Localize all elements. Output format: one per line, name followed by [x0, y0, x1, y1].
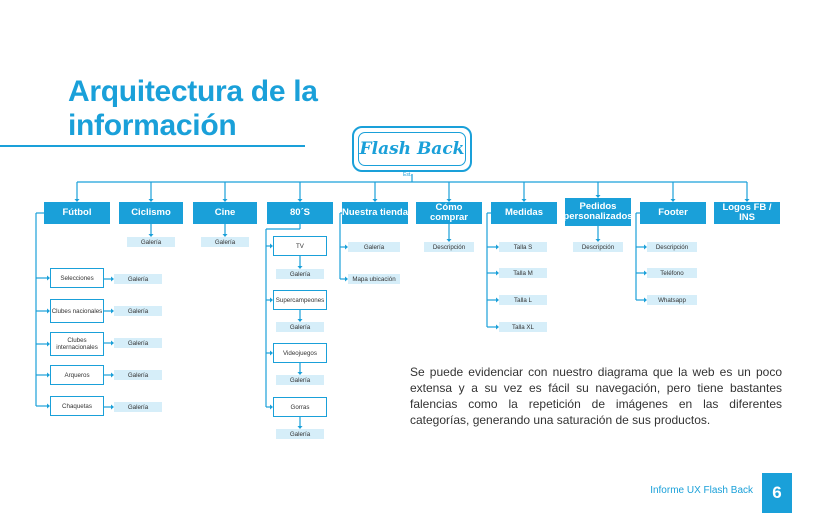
leaf-galeria-selecciones: Galería: [114, 274, 162, 284]
page-number: 6: [762, 473, 792, 513]
title-underline: [0, 145, 305, 147]
sub-supercampeones: Supercampeones: [273, 290, 327, 310]
footer-label: Informe UX Flash Back: [650, 485, 753, 496]
page-title: Arquitectura de la información: [68, 75, 318, 142]
category-logos-fb-ins: Logos FB / INS: [714, 202, 780, 224]
leaf-talla-m: Talla M: [499, 268, 547, 278]
category-ciclismo: Ciclismo: [119, 202, 183, 224]
leaf-galeria-arqueros: Galería: [114, 370, 162, 380]
leaf-descripcion-comprar: Descripción: [424, 242, 474, 252]
leaf-galeria-supercampeones: Galería: [276, 322, 324, 332]
logo-subtext: Est.: [403, 172, 412, 178]
leaf-galeria-chaquetas: Galería: [114, 402, 162, 412]
leaf-descripcion-pedidos: Descripción: [573, 242, 623, 252]
leaf-galeria-tv: Galería: [276, 269, 324, 279]
sub-gorras: Gorras: [273, 397, 327, 417]
sub-clubes-nacionales: Clubes nacionales: [50, 299, 104, 323]
leaf-whatsapp: Whatsapp: [647, 295, 697, 305]
leaf-galeria-cine: Galería: [201, 237, 249, 247]
leaf-descripcion-footer: Descripción: [647, 242, 697, 252]
sub-chaquetas: Chaquetas: [50, 396, 104, 416]
category-medidas: Medidas: [491, 202, 557, 224]
category-futbol: Fútbol: [44, 202, 110, 224]
leaf-galeria-clubes-nacionales: Galería: [114, 306, 162, 316]
category-cine: Cine: [193, 202, 257, 224]
leaf-talla-l: Talla L: [499, 295, 547, 305]
sub-selecciones: Selecciones: [50, 268, 104, 288]
leaf-telefono: Teléfono: [647, 268, 697, 278]
category-como-comprar: Cómo comprar: [416, 202, 482, 224]
flash-back-logo: [352, 126, 472, 172]
leaf-mapa-ubicacion: Mapa ubicación: [348, 274, 400, 284]
sub-arqueros: Arqueros: [50, 365, 104, 385]
category-footer: Footer: [640, 202, 706, 224]
category-80s: 80´S: [267, 202, 333, 224]
sub-tv: TV: [273, 236, 327, 256]
category-nuestra-tienda: Nuestra tienda: [342, 202, 408, 224]
category-pedidos-personalizados: Pedidos personalizados: [565, 198, 631, 226]
sub-clubes-internacionales: Clubes internacionales: [50, 332, 104, 356]
leaf-galeria-gorras: Galería: [276, 429, 324, 439]
sub-videojuegos: Videojuegos: [273, 343, 327, 363]
leaf-talla-s: Talla S: [499, 242, 547, 252]
leaf-galeria-videojuegos: Galería: [276, 375, 324, 385]
logo-text: Flash Back: [359, 139, 465, 159]
leaf-galeria-clubes-internacionales: Galería: [114, 338, 162, 348]
body-paragraph: Se puede evidenciar con nuestro diagrama que la web es un poco extensa y a su vez es fácil su navegación, pero tiene bastantes falencias como la repetición de imágenes en las diferentes categorías, generando una saturación de sus productos.: [410, 365, 782, 427]
leaf-talla-xl: Talla XL: [499, 322, 547, 332]
leaf-galeria-ciclismo: Galería: [127, 237, 175, 247]
leaf-galeria-tienda: Galería: [348, 242, 400, 252]
